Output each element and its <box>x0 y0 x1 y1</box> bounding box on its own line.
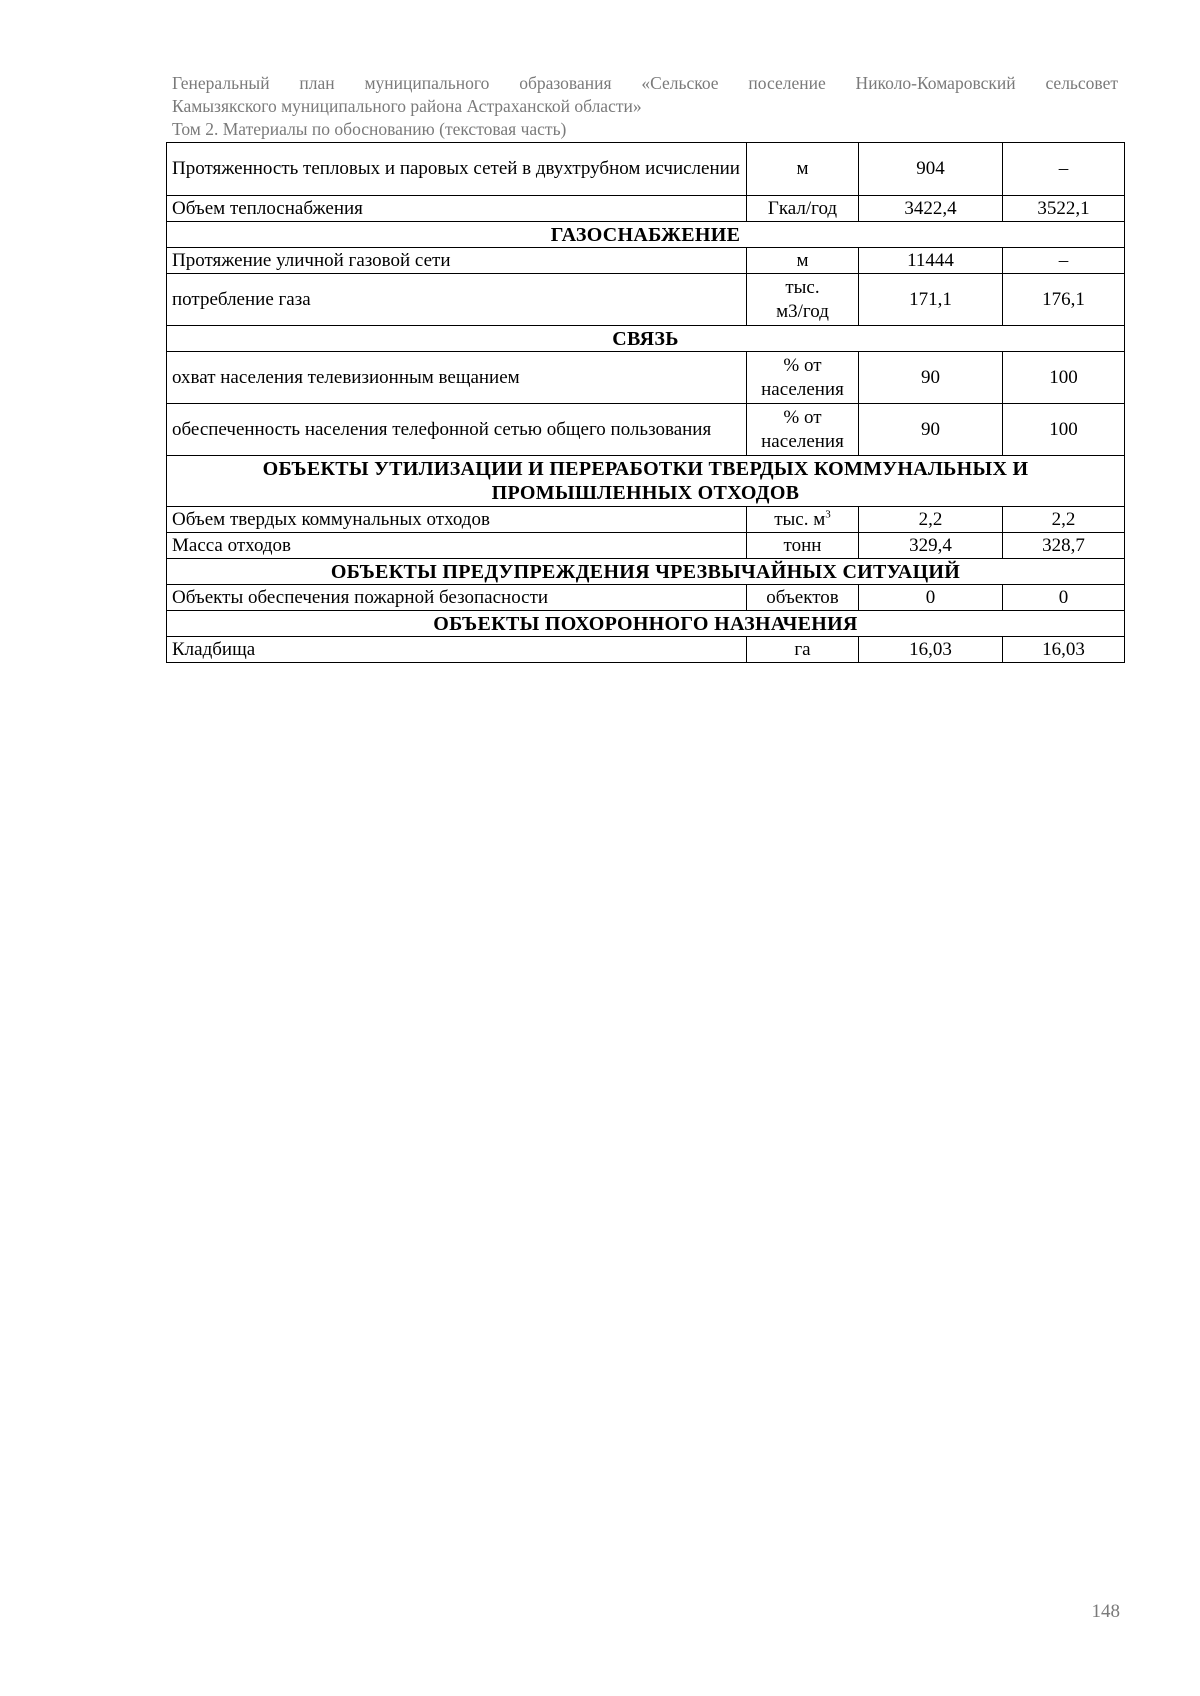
section-heading-line-1: ОБЪЕКТЫ УТИЛИЗАЦИИ И ПЕРЕРАБОТКИ ТВЕРДЫХ КОММУНАЛЬНЫХ И <box>262 458 1029 480</box>
row-name: Протяженность тепловых и паровых сетей в двухтрубном исчислении <box>167 143 747 196</box>
unit-line-2: населения <box>761 378 844 400</box>
section-row <box>167 456 1125 507</box>
table-row <box>167 196 1125 222</box>
row-value-2: 100 <box>1003 404 1125 456</box>
row-value-1: 90 <box>859 404 1003 456</box>
row-value-2: 3522,1 <box>1003 196 1125 222</box>
section-heading-emergency: ОБЪЕКТЫ ПРЕДУПРЕЖДЕНИЯ ЧРЕЗВЫЧАЙНЫХ СИТУАЦИЙ <box>167 559 1125 585</box>
table-row <box>167 404 1125 456</box>
table-row <box>167 248 1125 274</box>
row-value-1: 904 <box>859 143 1003 196</box>
unit-line-2: м3/год <box>776 300 829 322</box>
section-heading-gas: ГАЗОСНАБЖЕНИЕ <box>167 222 1125 248</box>
row-name: Объем теплоснабжения <box>167 196 747 222</box>
row-unit: Гкал/год <box>747 196 859 222</box>
unit-superscript: 3 <box>825 508 831 521</box>
row-value-1: 90 <box>859 352 1003 404</box>
row-value-2: – <box>1003 143 1125 196</box>
table-row <box>167 637 1125 663</box>
row-value-1: 2,2 <box>859 507 1003 533</box>
row-value-2: 328,7 <box>1003 533 1125 559</box>
row-value-1: 171,1 <box>859 274 1003 326</box>
row-value-1: 3422,4 <box>859 196 1003 222</box>
row-unit: м <box>747 143 859 196</box>
table-row <box>167 143 1125 196</box>
row-value-1: 16,03 <box>859 637 1003 663</box>
unit-line-1: % от <box>783 406 822 428</box>
unit-line-1: тыс. <box>785 276 820 298</box>
row-name: Масса отходов <box>167 533 747 559</box>
unit-text: тыс. м <box>774 508 826 530</box>
table-row <box>167 585 1125 611</box>
row-name: Кладбища <box>167 637 747 663</box>
row-unit <box>747 352 859 404</box>
section-row <box>167 222 1125 248</box>
indicators-table <box>166 142 1125 663</box>
section-heading-funeral: ОБЪЕКТЫ ПОХОРОННОГО НАЗНАЧЕНИЯ <box>167 611 1125 637</box>
row-name: охват населения телевизионным вещанием <box>167 352 747 404</box>
header-line-3: Том 2. Материалы по обоснованию (текстовая часть) <box>172 119 567 139</box>
section-heading-communications: СВЯЗЬ <box>167 326 1125 352</box>
table-row <box>167 352 1125 404</box>
row-unit: объектов <box>747 585 859 611</box>
row-value-1: 329,4 <box>859 533 1003 559</box>
row-unit <box>747 274 859 326</box>
row-value-2: 2,2 <box>1003 507 1125 533</box>
header-line-2: Камызякского муниципального района Астраханской области» <box>172 96 642 116</box>
row-unit: га <box>747 637 859 663</box>
row-value-1: 11444 <box>859 248 1003 274</box>
row-name: обеспеченность населения телефонной сетью общего пользования <box>167 404 747 456</box>
row-unit <box>747 404 859 456</box>
row-value-2: 16,03 <box>1003 637 1125 663</box>
row-name: потребление газа <box>167 274 747 326</box>
row-unit: тонн <box>747 533 859 559</box>
table-row <box>167 533 1125 559</box>
row-value-2: – <box>1003 248 1125 274</box>
section-row <box>167 559 1125 585</box>
unit-line-1: % от <box>783 354 822 376</box>
row-value-1: 0 <box>859 585 1003 611</box>
table-row <box>167 274 1125 326</box>
row-value-2: 100 <box>1003 352 1125 404</box>
page-number: 148 <box>1091 1601 1120 1622</box>
row-name: Протяжение уличной газовой сети <box>167 248 747 274</box>
section-row <box>167 326 1125 352</box>
row-name: Объекты обеспечения пожарной безопасности <box>167 585 747 611</box>
row-name: Объем твердых коммунальных отходов <box>167 507 747 533</box>
row-unit: м <box>747 248 859 274</box>
unit-line-2: населения <box>761 430 844 452</box>
header-line-1: Генеральный план муниципального образования «Сельское поселение Николо-Комаровский сельсовет <box>172 73 1118 93</box>
row-value-2: 0 <box>1003 585 1125 611</box>
section-row <box>167 611 1125 637</box>
page-header <box>172 72 1118 141</box>
section-heading-line-2: ПРОМЫШЛЕННЫХ ОТХОДОВ <box>491 482 800 504</box>
section-heading-waste <box>167 456 1125 507</box>
table-row <box>167 507 1125 533</box>
row-unit <box>747 507 859 533</box>
row-value-2: 176,1 <box>1003 274 1125 326</box>
